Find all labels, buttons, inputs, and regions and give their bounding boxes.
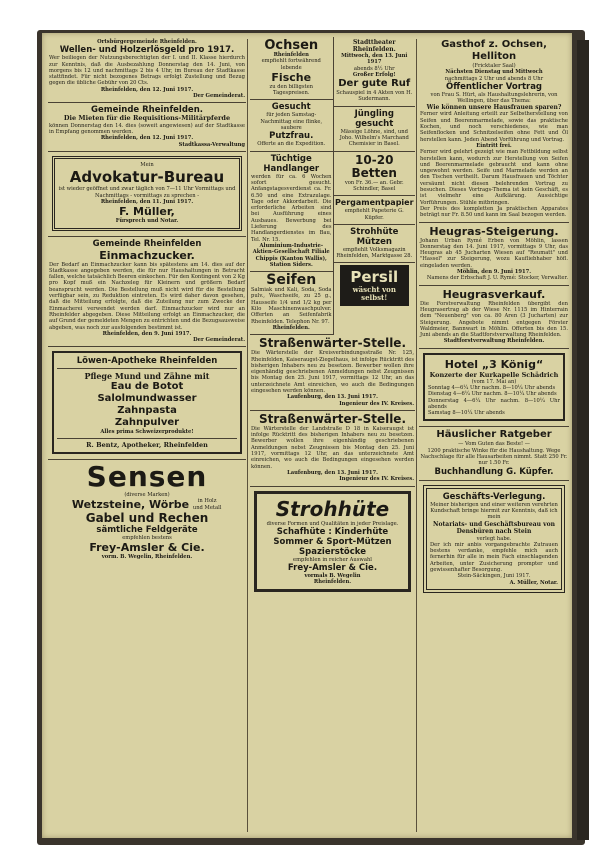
ad-wellen-holzerloesgeld bbox=[48, 37, 246, 103]
ad-line: Konzerte der Kurkapelle Schädrich bbox=[429, 370, 559, 379]
ad-line-note: in Holz und Metall bbox=[192, 498, 222, 511]
ad-line: Notariats- und Geschäftsbureau von Densbüren nach Stein bbox=[433, 520, 555, 536]
ad-place-date: Rheinfelden, den 12. Juni 1917. bbox=[100, 86, 194, 93]
ad-heading: Strohhüte bbox=[275, 496, 390, 521]
ad-handlanger bbox=[250, 152, 333, 272]
ad-signature: Rheinfelden. bbox=[272, 324, 310, 331]
ad-role: Fürsprech und Notar. bbox=[115, 218, 179, 225]
ad-line: Der Preis des kompletten Ja praktischen Apparates beträgt nur Fr. 8.50 und kann im Saal bezogen werden. bbox=[420, 205, 568, 219]
ad-loewen-apotheke bbox=[48, 347, 246, 459]
ad-requisitions-pferde bbox=[48, 103, 246, 152]
ad-frame bbox=[423, 485, 565, 593]
ad-line: empfiehlt fortwährend lebende bbox=[261, 58, 321, 71]
ad-body: 1200 praktische Winke für die Haushaltung. Wege Nachschlage für alle Hausarbeiten nimmt. Statt 250 Fr. nur 1.50 Fr. bbox=[420, 447, 568, 467]
ad-sub: (diverse Marken) bbox=[124, 491, 170, 498]
ad-line: Öffentlicher Vortrag bbox=[445, 81, 543, 92]
ad-sub: (Fricktaler Saal) bbox=[472, 63, 516, 69]
ad-place-date: Laufenburg, den 13. Juni 1917. bbox=[287, 469, 378, 476]
ad-heading: Straßenwärter-Stelle. bbox=[258, 411, 407, 426]
ad-line: verlegt habe. bbox=[476, 535, 512, 542]
middle-subcolumn-left bbox=[250, 37, 334, 335]
ad-body: Die Wärterstelle der Kreisverbindungsstraße Nr. 125, Rheinfelden, Kaiseraugst-Ziegelhaus, ist infolge Rücktritt des bisherigen Inhabers neu zu besetzen. Bewerber wollen ihre eigenhändig geschriebenen Anmeldungen nebst Zeugnissen bis Montag den 25. Juni 1917, vormittags 12 Uhr, an das unterzeichnete Amt einreichen, wo auch die Bedingungen eingesehen werden können. bbox=[251, 350, 414, 394]
ad-place-date: Möhlin, den 9. Juni 1917. bbox=[456, 269, 532, 276]
ad-heading: Advokatur-Bureau bbox=[69, 168, 225, 187]
ad-heading: Häuslicher Ratgeber bbox=[436, 429, 552, 441]
column-divider bbox=[416, 39, 417, 832]
column-left bbox=[48, 37, 246, 834]
ad-body: Die Forstverwaltung Rheinfelden übergibt den Heugrasertrag ab der Wiese Nr. 1115 im Hinterrain dem "Neuenberg" von ca. 80 Aren (3 Jucharten) zur Steigerung. Angebote nimmt entgegen Förster Waldmeier, Bannwart in Möhlin. Offerten bis den 15. Juni abends an die Stadtforstverwaltung Rheinfelden. bbox=[420, 300, 568, 339]
ad-line: zu den billigsten Tagespreisen. bbox=[269, 83, 314, 97]
ad-heading: Heugrasverkauf. bbox=[442, 287, 546, 301]
ad-heading: Gasthof z. Ochsen, Helliton bbox=[441, 39, 547, 62]
ad-signature: Namens der Erbschaft J. U. Rymé: Stocker, Verwalter. bbox=[426, 275, 568, 282]
ad-ochsen-fische bbox=[250, 37, 333, 100]
ad-place: Rheinfelden bbox=[273, 52, 309, 58]
ad-line: Spazierstöcke bbox=[299, 546, 366, 557]
ad-body: werden für ca. 6 Wochen sofort gesucht. Anfangstagesverdienst ca. Fr. 6.50 und eine Extrazulage. Tage oder Akkordarbeit. Die erforderliche Arbeiten sind bei Ausführung eines Ausbaues. Bewerbung bei Lieferung des Handlangerdienstes im Bau, Tel. Nr. 15. bbox=[251, 173, 332, 243]
ad-seifen bbox=[250, 272, 333, 335]
ad-line: Alles prima Schweizerprodukte! bbox=[100, 429, 194, 436]
column-middle bbox=[250, 37, 415, 834]
ad-gasthof-ochsen bbox=[419, 37, 569, 223]
ad-body: Der ich mir anbis vorgangebrachte Zutrauen bestens verdanke, empfehle mich auch fernerhin für alle in mein Fach einschlagenden Arbeiten, unter Zusicherung prompter und gewissenhafter Besorgung. bbox=[430, 541, 558, 574]
product-name: Zahnpulver bbox=[114, 417, 180, 429]
ad-title: Gemeinde Rheinfelden. bbox=[91, 105, 203, 116]
ad-line: empfiehlt Volksmagazin Rheinfelden, Marktgasse 28. bbox=[336, 246, 413, 260]
schedule-row: Donnerstag 4—6¼ Uhr nachm. 8—10¼ Uhr abends bbox=[428, 397, 560, 410]
ad-signature: Der Gemeinderat. bbox=[193, 337, 245, 344]
persil-slogan: wäscht von selbst! bbox=[352, 285, 396, 303]
ad-strohhuete-muetzen bbox=[334, 225, 416, 264]
ad-body: Ferner wird gelehrt gezeigt wie man Fettbildung selbst herstellen kann, wodurch zur Herstellung von Seifen und Beerenmarmelade gebraucht und kann ohne ungewohnt werden. Seife und Marmelade werden an den Tischen vertheilt. Darum Hausfrauen und Töchter versäumt nicht diesen belehrenden Vortrag zu besuchen. Dieses Vortrags-Thema ist kein Geschäft, es ist vielmehr eine Aufklärung. Aussichtige Vorführungen. Stühle mitbringen. bbox=[420, 149, 568, 206]
ad-line: (vom 17. Mai an) bbox=[471, 378, 517, 385]
middle-subcolumn-right bbox=[334, 37, 416, 335]
ad-name: Frey-Amsler & Cie. bbox=[89, 541, 205, 555]
ad-frame bbox=[52, 351, 242, 453]
newspaper-page bbox=[42, 33, 572, 838]
ad-line: Pflege Mund und Zähne mit bbox=[84, 371, 210, 382]
ad-place-date: Rheinfelden, den 9. Juni 1917. bbox=[102, 330, 192, 337]
ad-product: Fische bbox=[271, 70, 312, 84]
ad-heading: Heugras-Steigerung. bbox=[429, 224, 559, 238]
ad-signature: Buchhandlung G. Küpfer. bbox=[434, 466, 554, 477]
ad-place-date: Rheinfelden, den 11. Juni 1917. bbox=[100, 198, 194, 205]
ad-heading: Hotel „3 König“ bbox=[444, 357, 544, 371]
ad-einmachzucker bbox=[48, 237, 246, 348]
ad-body: Die Wärterstelle der Landstraße D 18 in Kaiseraugst ist infolge Rücktritt des bisherigen Inhabers neu zu besetzen. Bewerber wollen ihre eigenhändig geschriebenen Anmeldungen nebst Zeugnissen bis Montag den 25. Juni 1917, vormittags 12 Uhr, an das unterzeichnete Amt einreichen, wo auch die Bedingungen eingesehen werden können. bbox=[251, 425, 414, 470]
ad-frame bbox=[423, 353, 565, 422]
ad-line: Wie können unsere Hausfrauen sparen? bbox=[426, 104, 562, 112]
ad-place-date: Stein-Säckingen, Juni 1917. bbox=[457, 573, 531, 580]
ad-line: Rheinfelden. bbox=[313, 579, 352, 586]
ad-signature: Stadtkassa-Verwaltung bbox=[178, 141, 245, 148]
ad-body: Meiner bisherigen und einer weiteren verehrten Kundschaft bringe hiermit zur Kenntnis, daß ich mein bbox=[430, 501, 558, 521]
ad-heading: Gesucht bbox=[271, 102, 311, 113]
ad-body: ist wieder geöffnet und zwar täglich von 7—11 Uhr Vormittags und Nachmittags - vormittags zu sprechen - bbox=[58, 186, 236, 199]
ad-frame bbox=[52, 156, 242, 230]
ad-signature: Der Gemeinderat. bbox=[193, 93, 245, 100]
ad-heading: Jüngling gesucht bbox=[354, 108, 394, 129]
ad-line: diverse Formen und Qualitäten in jeder Preislage. bbox=[266, 520, 399, 527]
ad-strassenwaerter-1 bbox=[250, 335, 415, 411]
ad-body: Johann Urban Rymé Erben von Möhlin, lassen Donnerstag den 14. Juni 1917, vormittags 9 Uhr, das Heugras ab 45 Jucharten Wiesen auf "Reumatt" und "Hassel" zur Steigerung, wozu Kaufliebhaber höfl. eingeladen werden. bbox=[420, 237, 568, 269]
ad-line: Nächsten Dienstag und Mittwoch bbox=[445, 69, 543, 76]
ad-heugras-steigerung bbox=[419, 223, 569, 286]
middle-top-row bbox=[250, 37, 415, 335]
ad-juengling bbox=[334, 107, 416, 152]
ad-heading: Die Mieten für die Requisitions-Militärpferde bbox=[63, 114, 231, 123]
ad-line: von Frau S. Hürt, als Haushaltungslehrerin, von Wellingen, über das Thema: bbox=[430, 91, 558, 105]
ad-line: sämtliche Feldgeräte bbox=[96, 525, 198, 535]
ad-heading: Einmachzucker. bbox=[99, 248, 195, 262]
ad-putzfrau bbox=[250, 100, 333, 151]
book-spine bbox=[577, 40, 589, 840]
divider bbox=[57, 438, 237, 439]
ad-line: Schafhüte : Kinderhüte bbox=[276, 526, 389, 537]
ad-heading: Straßenwärter-Stelle. bbox=[258, 336, 407, 351]
ad-title: Gemeinde Rheinfelden bbox=[92, 238, 202, 249]
ad-heading: 10-20 Betten bbox=[351, 152, 397, 180]
ad-heading: Pergamentpapier bbox=[334, 198, 414, 208]
ad-heading: Sensen bbox=[86, 459, 208, 493]
ad-pergamentpapier bbox=[334, 196, 416, 225]
ad-line: Schauspiel in 4 Akten von H. Sudermann. bbox=[336, 90, 413, 103]
ad-heugrasverkauf bbox=[419, 286, 569, 349]
ad-strassenwaerter-2 bbox=[250, 411, 415, 487]
ad-signature: Stadtforstverwaltung Rheinfelden. bbox=[443, 338, 545, 345]
ad-signature: R. Bentz, Apotheker, Rheinfelden bbox=[86, 440, 208, 449]
ad-body: können Donnerstag den 14. dies (soweit angewiesen) auf der Stadtkasse in Empfang genommen werden. bbox=[49, 122, 245, 136]
ad-time: abends 8½ Uhr bbox=[353, 65, 395, 72]
ad-sensen bbox=[48, 460, 246, 564]
ad-line: Großer Erfolg! bbox=[352, 71, 396, 78]
ad-line: Gabel und Rechen bbox=[85, 511, 209, 525]
ad-frame bbox=[254, 491, 411, 592]
ad-hotel-3-koenig bbox=[419, 349, 569, 428]
product-name: Zahnpasta bbox=[117, 405, 177, 417]
ad-stadttheater bbox=[334, 37, 416, 107]
ad-betten bbox=[334, 152, 416, 197]
ad-line: empfiehlt Papeterie G. Küpfer. bbox=[344, 208, 404, 221]
ad-place-date: Laufenburg, den 13. Juni 1917. bbox=[287, 394, 378, 401]
ad-line: empfehlen bestens bbox=[122, 535, 172, 541]
ad-title: Stadttheater Rheinfelden. bbox=[352, 39, 396, 53]
ad-haeuslicher-ratgeber bbox=[419, 427, 569, 480]
divider bbox=[57, 368, 237, 369]
ad-persil bbox=[340, 265, 410, 306]
ad-signature: A. Müller, Notar. bbox=[509, 579, 558, 586]
ad-heading: Geschäfts-Verlegung. bbox=[442, 491, 546, 502]
ad-play-title: Der gute Ruf bbox=[338, 78, 411, 90]
ad-title: Ortsbürgergemeinde Rheinfelden. bbox=[97, 39, 197, 45]
schedule-row: Dienstag 4—6¼ Uhr nachm. 8—10¼ Uhr abends bbox=[428, 391, 557, 398]
ad-heading: Seifen bbox=[266, 272, 317, 289]
ad-heading: Ochsen bbox=[264, 38, 319, 53]
ad-kicker: Mein bbox=[140, 162, 154, 169]
ad-body: Der Bedarf an Einmachzucker kann bis spätestens am 14. dies auf der Stadtkasse angegeben werden, die für nur Haushaltungen in Betracht fallen, welche tatsächlich Beeren einkochen. Für den Kontingent von 2 Kg pro Kopf muß ein Nachzeleg für Kleinern und größern Bedarf beansprucht werden. Die Bestellung muß nicht wird für die Bestellung verfügbar sein, zu Reduktion eintreten. Es wird daher davon gesehen, daß die Mitteilung erfolgte, daß die Zuteilung nur zum Zwecke der Einmacherei verwendet werden darf. Einmachzucker wird nur an Rheinfelder abgegeben. Diese Mitteilung erfolgt an Einmachzucker, die auf Grund der gemeldeten Mengen zu entrichten und die Bezugsausweise abgeben, was noch zur ausfolgenden bestimmt ist. bbox=[49, 261, 245, 331]
product-name: Eau de Botot bbox=[110, 381, 184, 393]
ad-signature: Aluminium-Industrie-Aktien-Gesellschaft Filiale Chippis (Kanton Wallis), Station Siders. bbox=[252, 242, 330, 268]
ad-sub: vorm. B. Wegelin, Rheinfelden. bbox=[101, 554, 193, 561]
persil-logo: Persil bbox=[350, 268, 399, 287]
ad-body: Wer beiliegen der Nutzungsberechtigten der I. und II. Klasse hierdurch zur Kenntnis, daß die Ausbezahlung Donnerstag den 14. Juni, von morgens bis 12 und nachmittags 2 bis 4 Uhr, im Bureau der Stadtkasse stattfindet. Für nicht bezogenes Betrags erfolgt Zustellung und Bezug gegen die übliche Gebühr von 20 Cts. bbox=[49, 55, 245, 87]
column-right bbox=[419, 37, 569, 834]
ad-body: Ferner wird Anleitung erteilt zur Selbstherstellung von Seifen und Beerenmarmelade, sowie das praktische Kochen, und noch verschiedenes, wie man Seifenflocken und Schnitzelseifen ohne Fett und Öl herstellen kann. Jeden Abend Vorführung und Vortrag. bbox=[420, 111, 568, 143]
ad-advokatur-bureau bbox=[48, 152, 246, 236]
ad-geschaefts-verlegung bbox=[419, 481, 569, 598]
ad-row bbox=[49, 498, 245, 511]
ad-signature: Ingenieur des IV. Kreises. bbox=[339, 476, 414, 483]
ad-line: vormals B. Wegelin bbox=[304, 573, 361, 580]
schedule-row: Samstag 8—10¼ Uhr abends bbox=[428, 410, 505, 417]
ad-body: von Fr. 36.— an. Gebr. Schindler, Basel bbox=[344, 179, 404, 192]
product-name: Salolmundwasser bbox=[97, 393, 197, 405]
ad-place-date: Rheinfelden, den 12. Juni 1917. bbox=[100, 135, 194, 142]
ad-line: Eintritt frei. bbox=[476, 142, 512, 149]
ad-body: Salmiak und Kali, Soda, Soda pulv., Waschseife, zu 25 g., Hausseife 1/4 und 1/2 kg per Kilo Maschinenwaschpulver. Offerten an Seifenfabrik Rheinfelden. Telephon Nr. 97. bbox=[251, 287, 332, 325]
ad-name: F. Müller, bbox=[119, 205, 175, 219]
ad-name: Frey-Amsler & Cie. bbox=[287, 563, 378, 574]
ad-heading: Strohhüte Mützen bbox=[350, 226, 399, 247]
ad-date: Mittwoch, den 13. Juni 1917 bbox=[341, 53, 408, 66]
ad-heading: Wellen- und Holzerlösgeld pro 1917. bbox=[59, 45, 235, 56]
ad-line: Putzfrau. bbox=[269, 131, 314, 142]
ad-signature: Ingenieur des IV. Kreises. bbox=[339, 400, 414, 407]
ad-line: nachmittags 2 Uhr und abends 8 Uhr bbox=[444, 75, 544, 82]
ad-sub: — Vom Guten das Beste! — bbox=[458, 441, 530, 448]
ad-strohhuete bbox=[250, 487, 415, 597]
ad-line: Wetzsteine, Wörbe bbox=[71, 498, 190, 511]
ad-body: Mässige Löhne, sind, und Joho. Wilhelm's Marchand Chemisier in Basel. bbox=[339, 128, 409, 148]
ad-body: für jeden Samstag-Nachmittag eine flinke, saubere bbox=[260, 112, 323, 132]
ad-line: Sommer & Sport-Mützen bbox=[273, 536, 392, 547]
column-divider bbox=[247, 39, 248, 832]
schedule-row: Sonntag 4—6¼ Uhr nachm. 8—10¼ Uhr abends bbox=[428, 384, 556, 391]
ad-line: empfehlen in reicher Auswahl bbox=[293, 556, 372, 563]
ad-line: Offerte an die Expedition. bbox=[257, 141, 326, 148]
ad-heading: Tüchtige Handlanger bbox=[263, 153, 320, 174]
ad-title: Löwen-Apotheke Rheinfelden bbox=[76, 356, 218, 367]
